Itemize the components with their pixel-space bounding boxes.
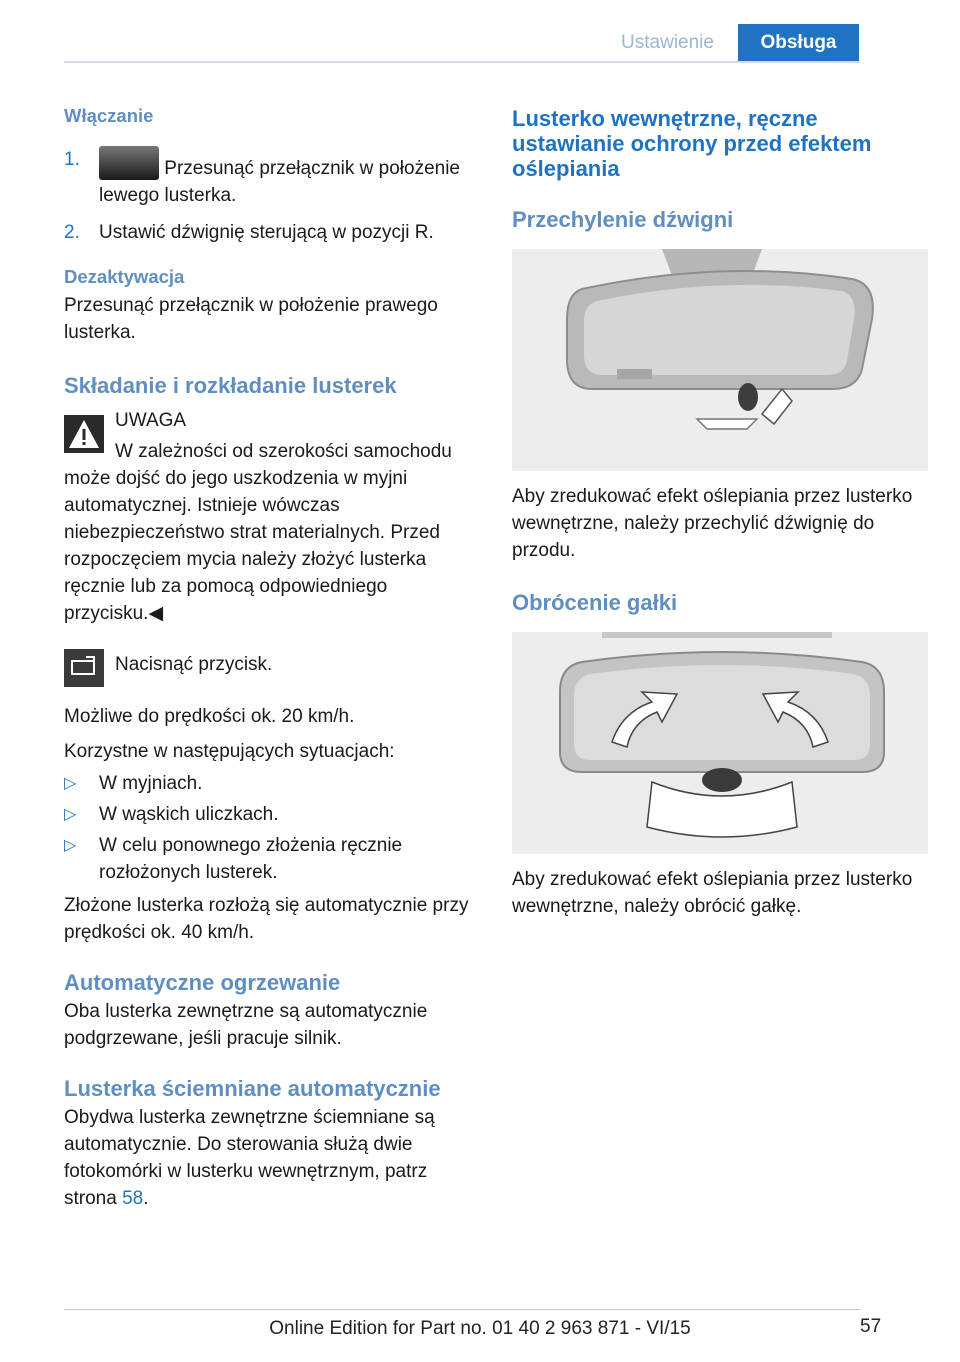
step-1-text: Przesunąć przełącznik w położenie lewego lusterka. bbox=[99, 158, 460, 206]
left-column bbox=[64, 100, 478, 1212]
tab-obsluga-label: Obsługa bbox=[760, 32, 837, 53]
step-1-number: 1. bbox=[64, 149, 80, 170]
bullet-text: W wąskich uliczkach. bbox=[99, 804, 279, 825]
knob-mirror-image bbox=[512, 632, 928, 854]
triangle-bullet-icon: ▷ bbox=[64, 806, 77, 823]
sciemniane-text: Obydwa lusterka zewnętrzne ściemniane są automatycznie. Do sterowania służą dwie fotokomórki w lusterku wewnętrznym, patrz strona bbox=[64, 1107, 435, 1209]
warning-title: UWAGA bbox=[115, 410, 187, 431]
header-divider bbox=[64, 61, 860, 63]
unfold-text: Złożone lusterka rozłożą się automatycznie przy prędkości ok. 40 km/h. bbox=[64, 895, 469, 943]
mirror-fold-button-icon bbox=[64, 649, 104, 687]
list-item bbox=[64, 832, 478, 886]
tab-obsluga[interactable] bbox=[738, 24, 859, 62]
lever-mirror-image bbox=[512, 249, 928, 471]
sciemniane-end: . bbox=[143, 1188, 149, 1209]
tab-ustawienie[interactable] bbox=[597, 24, 738, 62]
galki-text: Aby zredukować efekt oślepiania przez lusterko wewnętrzne, należy obrócić gałkę. bbox=[512, 869, 913, 917]
tab-ustawienie-label: Ustawienie bbox=[621, 32, 714, 53]
warning-block bbox=[64, 407, 478, 465]
page-number: 57 bbox=[860, 1316, 882, 1337]
triangle-bullet-icon: ▷ bbox=[64, 837, 77, 854]
heading-galki: Obrócenie gałki bbox=[512, 590, 678, 615]
dzwigni-text: Aby zredukować efekt oślepiania przez lusterko wewnętrzne, należy przechylić dźwignię do przodu. bbox=[512, 486, 913, 561]
step-2-text: Ustawić dźwignię sterującą w pozycji R. bbox=[99, 222, 434, 243]
ogrzewanie-text: Oba lusterka zewnętrzne są automatycznie podgrzewane, jeśli pracuje silnik. bbox=[64, 1001, 428, 1049]
list-item bbox=[64, 801, 478, 828]
warning-text: może dojść do jego uszkodzenia w myjni automatycznej. Istnieje wówczas niebezpieczeństwo strat materialnych. Przed rozpoczęciem mycia należy złożyć lusterka ręcznie lub za pomocą odpowiedniego przycisku.◀ bbox=[64, 468, 440, 624]
bullet-text: W celu ponownego złożenia ręcznie rozłożonych lusterek. bbox=[99, 835, 403, 883]
warning-line-1: W zależności od szerokości samochodu bbox=[115, 441, 452, 462]
warning-triangle-icon bbox=[64, 415, 104, 453]
right-column bbox=[512, 100, 928, 920]
heading-dezaktywacja: Dezaktywacja bbox=[64, 266, 185, 287]
mirror-switch-icon bbox=[99, 146, 159, 180]
dezaktywacja-text: Przesunąć przełącznik w położenie prawego lusterka. bbox=[64, 295, 438, 343]
step-2-number: 2. bbox=[64, 222, 80, 243]
heading-ogrzewanie: Automatyczne ogrzewanie bbox=[64, 970, 341, 995]
heading-skladanie: Składanie i rozkładanie lusterek bbox=[64, 373, 397, 398]
possible-speed-text: Możliwe do prędkości ok. 20 km/h. bbox=[64, 706, 355, 727]
list-item-step-1 bbox=[64, 146, 478, 209]
button-hint-text: Nacisnąć przycisk. bbox=[115, 654, 273, 675]
heading-wlaczanie: Włączanie bbox=[64, 105, 154, 126]
useful-text: Korzystne w następujących sytuacjach: bbox=[64, 741, 395, 762]
footer-edition: Online Edition for Part no. 01 40 2 963 871 - VI/15 bbox=[269, 1318, 691, 1339]
heading-sciemniane: Lusterka ściemniane automatycznie bbox=[64, 1076, 441, 1101]
list-item-step-2 bbox=[64, 219, 478, 246]
footer-divider bbox=[64, 1309, 860, 1310]
triangle-bullet-icon: ▷ bbox=[64, 775, 77, 792]
heading-dzwigni: Przechylenie dźwigni bbox=[512, 207, 734, 232]
section-title: Lusterko wewnętrzne, ręczne ustawianie ochrony przed efektem oślepiania bbox=[512, 106, 872, 181]
button-hint bbox=[64, 649, 478, 687]
list-item bbox=[64, 770, 478, 797]
bullet-text: W myjniach. bbox=[99, 773, 203, 794]
page-link[interactable]: 58 bbox=[122, 1188, 144, 1209]
sciemniane-paragraph bbox=[64, 1104, 478, 1212]
mirror-lever-illustration bbox=[512, 249, 928, 471]
mirror-knob-illustration bbox=[512, 632, 928, 854]
